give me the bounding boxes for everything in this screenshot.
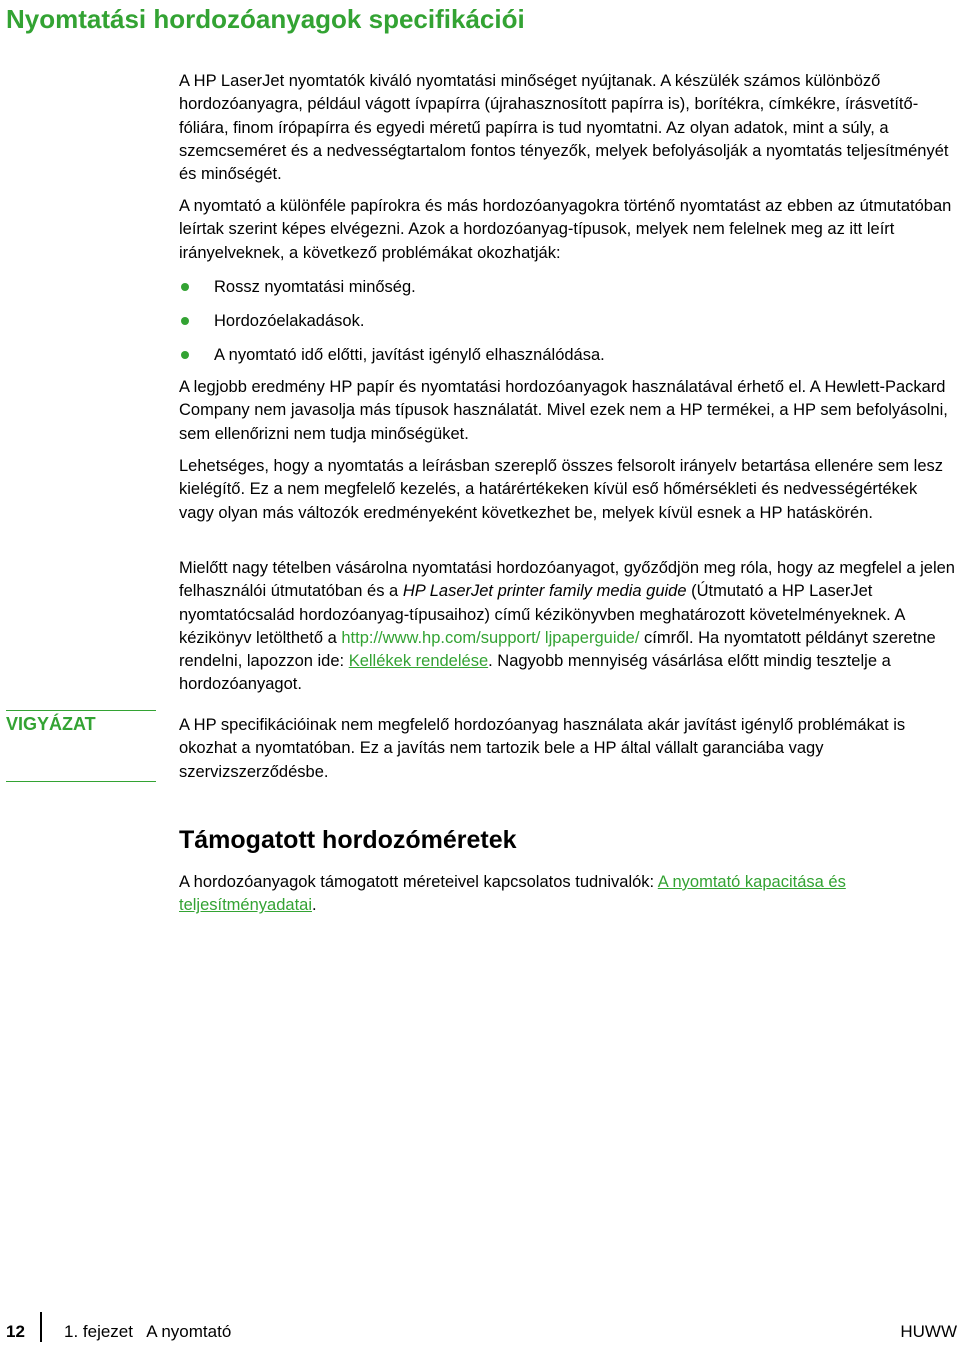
chapter-label: 1. fejezet A nyomtató [64, 1322, 232, 1341]
caution-top-rule [6, 710, 156, 711]
media-guide-url-link[interactable]: http://www.hp.com/support/ ljpaperguide/ [341, 628, 640, 647]
section-heading: Támogatott hordozóméretek [179, 826, 517, 854]
bullet-icon [181, 351, 189, 359]
supplies-order-link[interactable]: Kellékek rendelése [348, 652, 489, 671]
page-number: 12 [6, 1322, 25, 1341]
bullet-icon [181, 283, 189, 291]
media-guide-title: HP LaserJet printer family media guide [402, 582, 687, 601]
list-item: Hordozóelakadások. [179, 308, 605, 342]
list-item: Rossz nyomtatási minőség. [179, 274, 605, 308]
list-item: A nyomtató idő előtti, javítást igénylő elhasználódása. [179, 342, 605, 376]
footer-divider [40, 1312, 42, 1342]
caution-text: A HP specifikációinak nem megfelelő hordozóanyag használata akár javítást igénylő problémákat is okozhat a nyomtatóban. Ez a javítás nem tartozik bele a HP által vállalt garanciába vagy szervizszerződésbe. [179, 716, 906, 781]
before-buy-paragraph: Mielőtt nagy tételben vásárolna nyomtatási hordozóanyagot, győződjön meg róla, hogy az megfelel a jelen felhasználói útmutatóban és a HP LaserJet printer family media guide (Útmutató a HP LaserJet nyomtatócsalád hordozóanyag-típusaihoz) című kézikönyvben meghatározott követelményeknek. A kézikönyv letölthető a http://www.hp.com/support/ ljpaperguide/ címről. Ha nyomtatott példányt szeretne rendelni, lapozzon ide: Kellékek rendelése. Nagyobb mennyiség vásárlása előtt mindig tesztelje a hordozóanyagot. [179, 559, 955, 694]
language-code: HUWW [900, 1322, 957, 1341]
intro-paragraph: A HP LaserJet nyomtatók kiváló nyomtatási minőséget nyújtanak. A készülék számos különböző hordozóanyagra, például vágott ívpapírra (újrahasznosított papírra is), borítékra, címkékre, írásvetítő-fóliára, finom írópapírra és egyedi méretű papírra is tud nyomtatni. Az olyan adatok, mint a súly, a szemcseméret és a nedvességtartalom fontos tényezők, melyek befolyásolják a nyomtatás teljesítményét és minőségét. [179, 72, 949, 184]
problem-list [179, 274, 605, 376]
guide-paragraph: A nyomtató a különféle papírokra és más hordozóanyagokra történő nyomtatást az ebben az útmutatóban leírtak szerint képes elvégezni. Azok a hordozóanyag-típusok, melyek nem felelnek meg az itt leírt irányelveknek, a következő problémákat okozhatják: [179, 197, 952, 262]
caution-label: VIGYÁZAT [6, 714, 96, 734]
page-title: Nyomtatási hordozóanyagok specifikációi [6, 4, 525, 34]
section-paragraph: A hordozóanyagok támogatott méreteivel kapcsolatos tudnivalók: A nyomtató kapacitása és teljesítményadatai. [179, 873, 846, 915]
caution-bottom-rule [6, 781, 156, 782]
best-results-paragraph: A legjobb eredmény HP papír és nyomtatási hordozóanyagok használatával érhető el. A Hewlett-Packard Company nem javasolja más típusok használatát. Mivel ezek nem a HP termékei, a HP sem befolyásolni, sem ellenőrizni nem tudja minőségüket. [179, 378, 948, 443]
capacity-link[interactable]: A nyomtató kapacitása és teljesítményadatai [179, 873, 846, 915]
bullet-icon [181, 317, 189, 325]
possible-paragraph: Lehetséges, hogy a nyomtatás a leírásban szereplő összes felsorolt irányelv betartása ellenére sem lesz kielégítő. Ez a nem megfelelő kezelés, a határértékeken kívül eső hőmérsékleti és nedvességértékek vagy olyan más változók eredményeként következhet be, melyek kívül esnek a HP hatáskörén. [179, 457, 943, 522]
